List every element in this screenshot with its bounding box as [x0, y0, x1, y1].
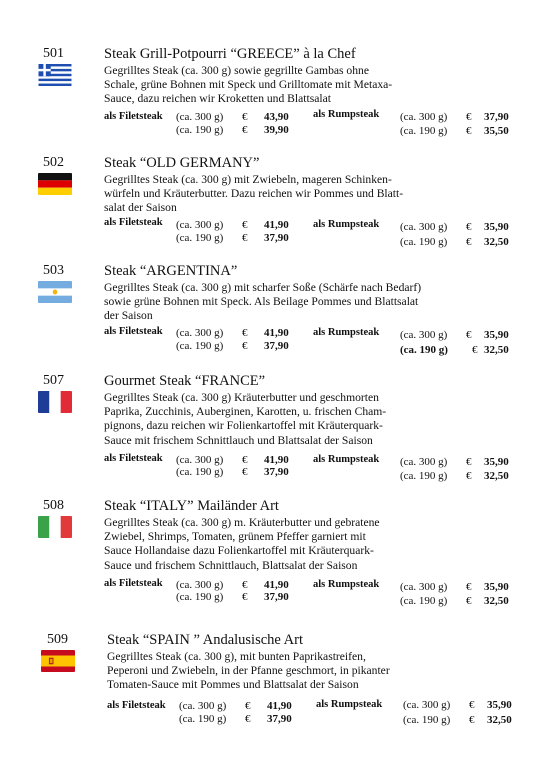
- euro-sign: €: [245, 713, 251, 725]
- item-number: 503: [43, 263, 64, 278]
- weight: (ca. 300 g): [179, 700, 227, 712]
- weight: (ca. 190 g): [176, 340, 224, 352]
- price: 32,50: [484, 595, 509, 607]
- item-number: 508: [43, 498, 64, 513]
- france-flag-icon: [38, 391, 72, 413]
- euro-sign: €: [242, 591, 248, 603]
- euro-sign: €: [466, 470, 472, 482]
- weight: (ca. 300 g): [176, 454, 224, 466]
- weight: (ca. 300 g): [400, 581, 448, 593]
- weight: (ca. 300 g): [176, 111, 224, 123]
- label-filetsteak: als Filetsteak: [104, 217, 163, 228]
- euro-sign: €: [466, 456, 472, 468]
- euro-sign: €: [466, 125, 472, 137]
- weight: (ca. 300 g): [400, 456, 448, 468]
- weight: (ca. 300 g): [176, 327, 224, 339]
- label-filetsteak: als Filetsteak: [107, 700, 166, 711]
- item-description: Gegrilltes Steak (ca. 300 g) mit scharfer Soße (Schärfe nach Bedarf) sowie grüne Bohnen mit Speck. Als Beilage Pommes und Blattsalat der Saison: [104, 281, 422, 323]
- label-rumpsteak: als Rumpsteak: [313, 327, 380, 338]
- item-number: 501: [43, 46, 64, 61]
- euro-sign: €: [242, 111, 248, 123]
- item-description: Gegrilltes Steak (ca. 300 g) m. Kräuterbutter und gebratene Zwiebel, Shrimps, Tomaten, grünem Pfeffer garniert mit Sauce Hollandaise dazu Folienkartoffel mit Kräuterquark- Sauce und frischem Schnittlauch, Blattsalat der Saison: [104, 516, 380, 572]
- price: 32,50: [484, 470, 509, 482]
- item-title: Steak “OLD GERMANY”: [104, 155, 260, 171]
- weight: (ca. 190 g): [403, 714, 451, 726]
- item-title: Gourmet Steak “FRANCE”: [104, 373, 266, 389]
- euro-sign: €: [242, 327, 248, 339]
- item-number: 502: [43, 155, 64, 170]
- price: 37,90: [264, 232, 289, 244]
- price: 41,90: [264, 327, 289, 339]
- label-rumpsteak: als Rumpsteak: [313, 454, 380, 465]
- item-title: Steak “SPAIN ” Andalusische Art: [107, 632, 304, 648]
- item-title: Steak “ITALY” Mailänder Art: [104, 498, 279, 514]
- label-filetsteak: als Filetsteak: [104, 326, 163, 337]
- weight: (ca. 190 g): [176, 232, 224, 244]
- weight: (ca. 190 g): [176, 466, 224, 478]
- price: 37,90: [484, 111, 509, 123]
- weight: (ca. 190 g): [400, 125, 448, 137]
- price: 37,90: [264, 466, 289, 478]
- euro-sign: €: [242, 232, 248, 244]
- weight: (ca. 300 g): [400, 221, 448, 233]
- label-rumpsteak: als Rumpsteak: [313, 579, 380, 590]
- label-filetsteak: als Filetsteak: [104, 578, 163, 589]
- weight: (ca. 190 g): [400, 344, 448, 356]
- price: 35,90: [484, 581, 509, 593]
- euro-sign: €: [469, 699, 475, 711]
- price: 41,90: [264, 579, 289, 591]
- label-filetsteak: als Filetsteak: [104, 111, 163, 122]
- italy-flag-icon: [38, 516, 72, 538]
- euro-sign: €: [466, 236, 472, 248]
- label-rumpsteak: als Rumpsteak: [313, 109, 380, 120]
- spain-flag-icon: [41, 650, 75, 672]
- euro-sign: €: [472, 344, 478, 356]
- label-rumpsteak: als Rumpsteak: [313, 219, 380, 230]
- weight: (ca. 190 g): [176, 591, 224, 603]
- price: 43,90: [264, 111, 289, 123]
- weight: (ca. 300 g): [176, 219, 224, 231]
- price: 41,90: [264, 454, 289, 466]
- price: 41,90: [267, 700, 292, 712]
- price: 32,50: [484, 236, 509, 248]
- weight: (ca. 300 g): [176, 579, 224, 591]
- weight: (ca. 190 g): [400, 236, 448, 248]
- price: 39,90: [264, 124, 289, 136]
- euro-sign: €: [466, 221, 472, 233]
- price: 35,90: [484, 221, 509, 233]
- price: 37,90: [264, 591, 289, 603]
- weight: (ca. 190 g): [176, 124, 224, 136]
- weight: (ca. 300 g): [400, 329, 448, 341]
- item-description: Gegrilltes Steak (ca. 300 g) Kräuterbutter und geschmorten Paprika, Zucchinis, Auberginen, Karotten, u. frischen Cham- pignons, dazu reichen wir Folienkartoffel mit Kräuterquark- Sauce mit frischem Schnittlauch und Blattsalat der Saison: [104, 391, 387, 447]
- greece-flag-icon: [38, 64, 72, 86]
- euro-sign: €: [242, 454, 248, 466]
- euro-sign: €: [466, 329, 472, 341]
- weight: (ca. 300 g): [403, 699, 451, 711]
- price: 32,50: [487, 714, 512, 726]
- item-description: Gegrilltes Steak (ca. 300 g), mit bunten Paprikastreifen, Peperoni und Zwiebeln, in der Pfanne geschmort, in pikanter Tomaten-Sauce mit Pommes und Blattsalat der Saison: [107, 650, 390, 692]
- germany-flag-icon: [38, 173, 72, 195]
- price: 35,50: [484, 125, 509, 137]
- weight: (ca. 190 g): [179, 713, 227, 725]
- weight: (ca. 300 g): [400, 111, 448, 123]
- price: 35,90: [487, 699, 512, 711]
- item-description: Gegrilltes Steak (ca. 300 g) mit Zwiebeln, mageren Schinken- würfeln und Kräuterbutter. Dazu reichen wir Pommes und Blatt- salat der Saison: [104, 173, 404, 215]
- argentina-flag-icon: [38, 281, 72, 303]
- item-description: Gegrilltes Steak (ca. 300 g) sowie gegrillte Gambas ohne Schale, grüne Bohnen mit Speck und Grilltomate mit Metaxa- Sauce, dazu reichen wir Kroketten und Blattsalat: [104, 64, 393, 106]
- euro-sign: €: [242, 124, 248, 136]
- price: 35,90: [484, 456, 509, 468]
- price: 41,90: [264, 219, 289, 231]
- price: 37,90: [267, 713, 292, 725]
- price: 37,90: [264, 340, 289, 352]
- euro-sign: €: [466, 595, 472, 607]
- label-filetsteak: als Filetsteak: [104, 453, 163, 464]
- item-title: Steak “ARGENTINA”: [104, 263, 238, 279]
- euro-sign: €: [242, 340, 248, 352]
- weight: (ca. 190 g): [400, 595, 448, 607]
- item-number: 507: [43, 373, 64, 388]
- label-rumpsteak: als Rumpsteak: [316, 699, 383, 710]
- euro-sign: €: [469, 714, 475, 726]
- euro-sign: €: [242, 579, 248, 591]
- weight: (ca. 190 g): [400, 470, 448, 482]
- price: 35,90: [484, 329, 509, 341]
- item-title: Steak Grill-Potpourri “GREECE” à la Chef: [104, 46, 356, 62]
- euro-sign: €: [242, 466, 248, 478]
- item-number: 509: [47, 632, 68, 647]
- euro-sign: €: [242, 219, 248, 231]
- euro-sign: €: [245, 700, 251, 712]
- price: 32,50: [484, 344, 509, 356]
- euro-sign: €: [466, 581, 472, 593]
- euro-sign: €: [466, 111, 472, 123]
